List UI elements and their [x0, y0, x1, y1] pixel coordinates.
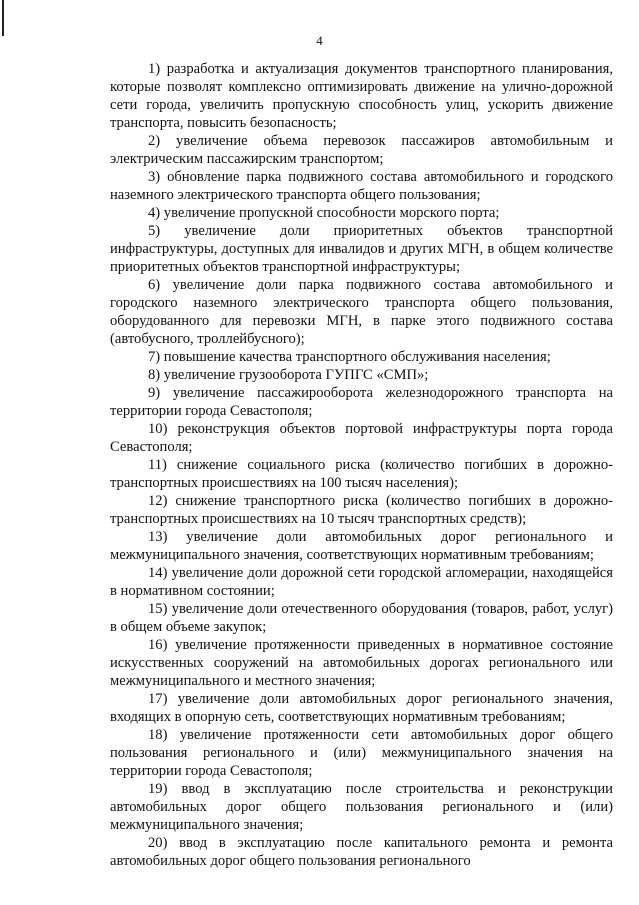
- list-item-11: 11) снижение социального риска (количество погибших в дорожно-транспортных происшествиях на 100 тысяч населения);: [110, 457, 613, 491]
- list-item-1: 1) разработка и актуализация документов транспортного планирования, которые позволят комплексно оптимизировать движение на улично-дорожной сети города, увеличить пропускную способность улиц, ускорить движение транспорта, повысить безопасность;: [110, 61, 613, 131]
- list-item-15: 15) увеличение доли отечественного оборудования (товаров, работ, услуг) в общем объеме закупок;: [110, 601, 613, 635]
- list-item-9: 9) увеличение пассажирооборота железнодорожного транспорта на территории города Севастополя;: [110, 385, 613, 419]
- list-item-17: 17) увеличение доли автомобильных дорог регионального значения, входящих в опорную сеть, соответствующих нормативным требованиям;: [110, 691, 613, 725]
- list-item-19: 19) ввод в эксплуатацию после строительства и реконструкции автомобильных дорог общего пользования регионального и (или) межмуниципального значения;: [110, 781, 613, 833]
- list-item-12: 12) снижение транспортного риска (количество погибших в дорожно-транспортных происшествиях на 10 тысяч транспортных средств);: [110, 493, 613, 527]
- list-item-13: 13) увеличение доли автомобильных дорог регионального и межмуниципального значения, соответствующих нормативным требованиям;: [110, 529, 613, 563]
- list-item-6: 6) увеличение доли парка подвижного состава автомобильного и городского наземного электрического транспорта общего пользования, оборудованного для перевозки МГН, в парке этого подвижного состава (автобусного, троллейбусного);: [110, 277, 613, 347]
- list-item-14: 14) увеличение доли дорожной сети городской агломерации, находящейся в нормативном состоянии;: [110, 565, 613, 599]
- list-item-4: 4) увеличение пропускной способности морского порта;: [148, 205, 500, 221]
- list-item-20: 20) ввод в эксплуатацию после капитального ремонта и ремонта автомобильных дорог общего пользования регионального: [110, 835, 613, 869]
- list-item-16: 16) увеличение протяженности приведенных в нормативное состояние искусственных сооружений на автомобильных дорогах регионального или межмуниципального и местного значения;: [110, 637, 613, 689]
- list-item-5: 5) увеличение доли приоритетных объектов транспортной инфраструктуры, доступных для инвалидов и других МГН, в общем количестве приоритетных объектов транспортной инфраструктуры;: [110, 223, 613, 275]
- document-body: [110, 60, 613, 870]
- page-number: 4: [316, 33, 323, 48]
- list-item-18: 18) увеличение протяженности сети автомобильных дорог общего пользования регионального и (или) межмуниципального значения на территории города Севастополя;: [110, 727, 613, 779]
- scan-edge-mark: [2, 0, 4, 36]
- list-item-8: 8) увеличение грузооборота ГУПГС «СМП»;: [148, 367, 429, 383]
- list-item-3: 3) обновление парка подвижного состава автомобильного и городского наземного электрического транспорта общего пользования;: [110, 169, 613, 203]
- list-item-2: 2) увеличение объема перевозок пассажиров автомобильным и электрическим пассажирским транспортом;: [110, 133, 613, 167]
- list-item-7: 7) повышение качества транспортного обслуживания населения;: [148, 349, 551, 365]
- list-item-10: 10) реконструкция объектов портовой инфраструктуры порта города Севастополя;: [110, 421, 613, 455]
